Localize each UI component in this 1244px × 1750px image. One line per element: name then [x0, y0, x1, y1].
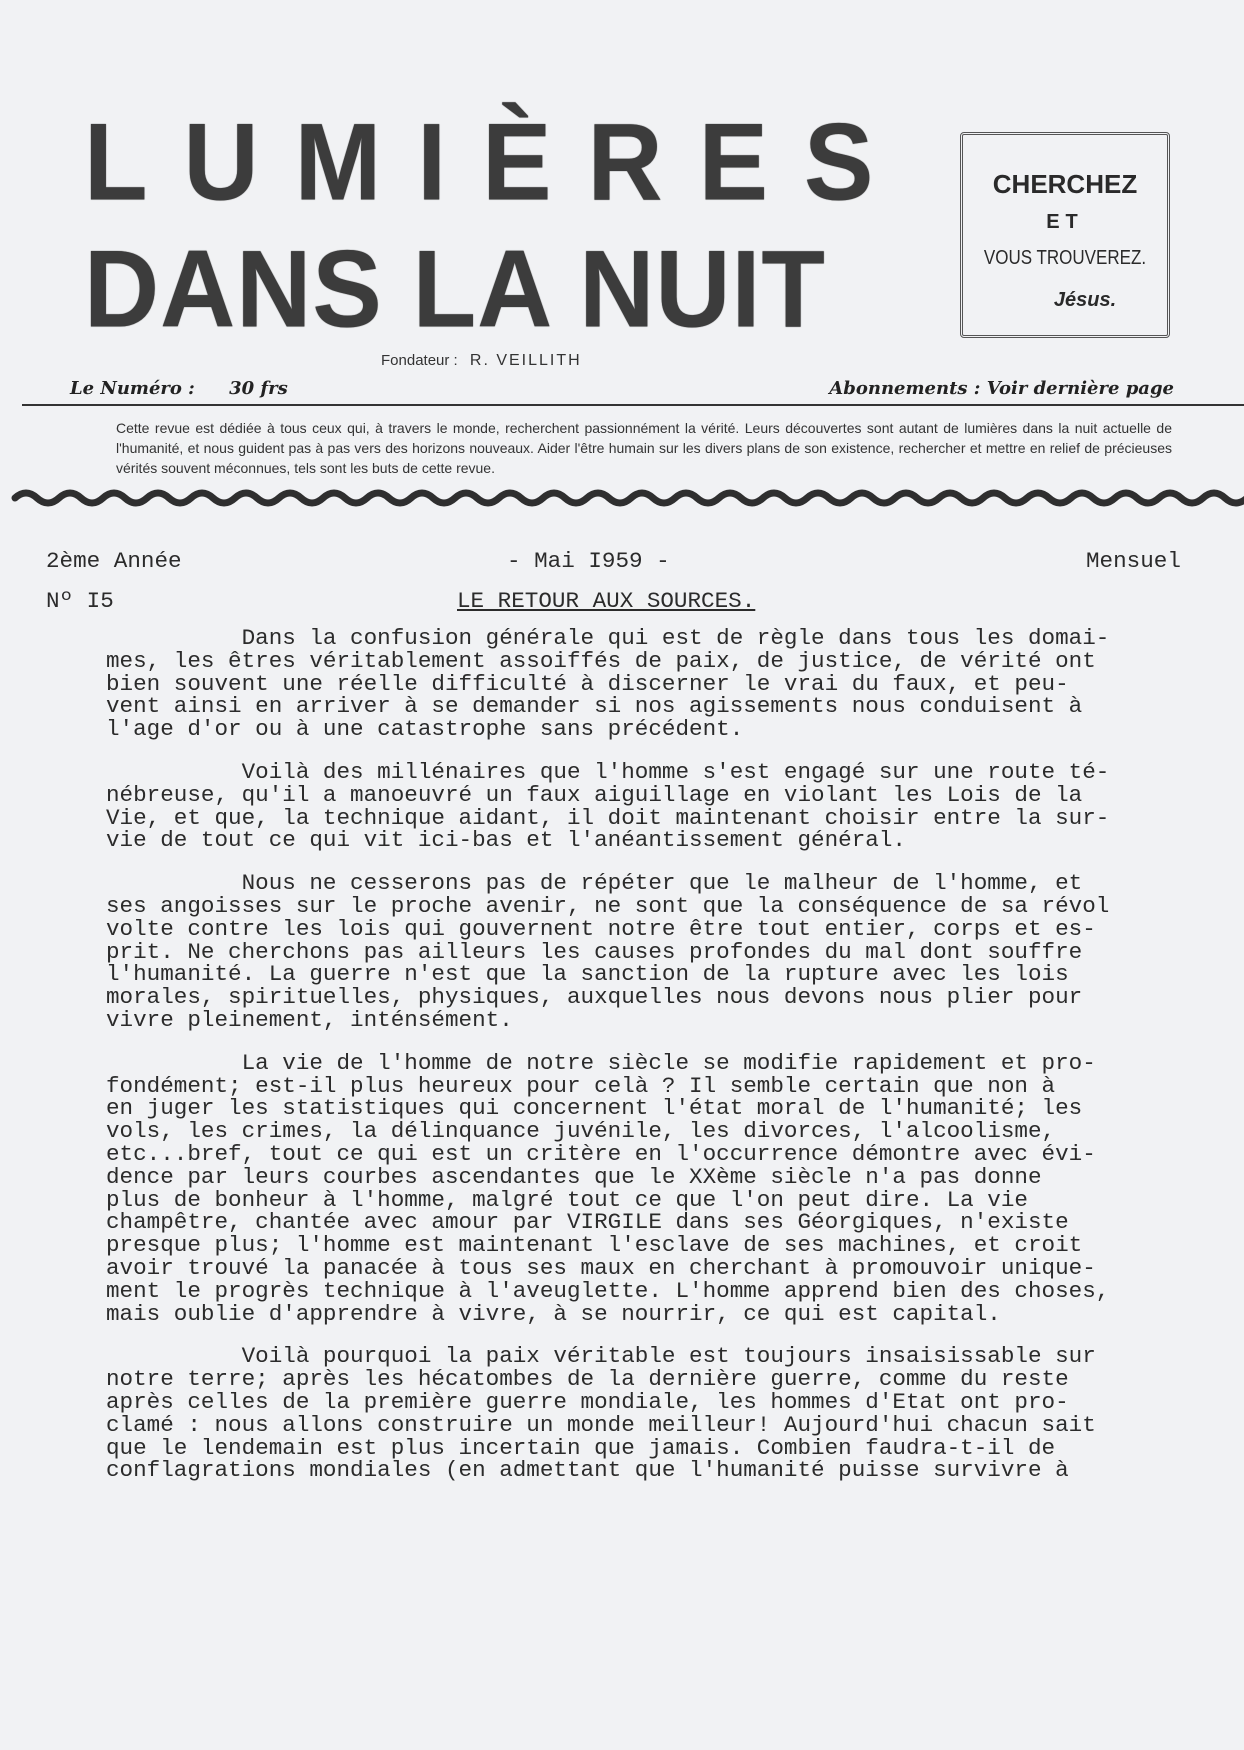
quote-line-1: CHERCHEZ — [992, 169, 1138, 199]
article-paragraph — [106, 1049, 1216, 1327]
article-line: fondément; est-il plus heureux pour celà ? Il semble certain que non à — [106, 1072, 1056, 1099]
article-line: Voilà pourquoi la paix véritable est toujours insaisissable sur — [106, 1343, 1096, 1370]
article-line: ses angoisses sur le proche avenir, ne sont que la conséquence de sa révol — [106, 892, 1110, 919]
article-line: etc...bref, tout ce qui est un critère en l'occurrence démontre avec évi- — [106, 1140, 1096, 1167]
issue-frequency: Mensuel — [1086, 548, 1181, 574]
article-line: vent ainsi en arriver à se demander si nos agissements nous conduisent à — [106, 693, 1083, 720]
article-line: avoir trouvé la panacée à tous ses maux en cherchant à promouvoir unique- — [106, 1254, 1096, 1281]
article-line: morales, spirituelles, physiques, auxquelles nous devons nous plier pour — [106, 984, 1083, 1011]
article-line: bien souvent une réelle difficulté à discerner le vrai du faux, et peu- — [106, 670, 1069, 697]
article-line: conflagrations mondiales (en admettant que l'humanité puisse survivre à — [106, 1457, 1069, 1484]
article-line: Dans la confusion générale qui est de règle dans tous les domai- — [106, 625, 1110, 651]
article-line: Voilà des millénaires que l'homme s'est engagé sur une route té- — [106, 758, 1110, 785]
article-line: vie de tout ce qui vit ici-bas et l'anéantissement général. — [106, 827, 906, 854]
founder-credit — [381, 352, 582, 370]
article-line: vivre pleinement, inténsément. — [106, 1006, 513, 1033]
wavy-divider — [10, 485, 1244, 511]
issue-year: 2ème Année — [46, 548, 182, 574]
quote-author: Jésus. — [1053, 289, 1117, 311]
issue-date: - Mai I959 - — [507, 548, 670, 574]
article-line: notre terre; après les hécatombes de la dernière guerre, comme du reste — [106, 1366, 1069, 1393]
article-line: mais oublie d'apprendre à vivre, à se nourrir, ce qui est capital. — [106, 1300, 1001, 1327]
article-line: volte contre les lois qui gouvernent notre être tout entier, corps et es- — [106, 915, 1096, 942]
article-line: champêtre, chantée avec amour par VIRGILE dans ses Géorgiques, n'existe — [106, 1209, 1069, 1236]
article-title: LE RETOUR AUX SOURCES. — [457, 588, 756, 614]
masthead-title-line-1: LUMIÈRES — [84, 102, 910, 224]
founder-name: R. VEILLITH — [469, 352, 582, 369]
subscriptions-note: Abonnements : Voir dernière page — [829, 378, 1174, 399]
article-line: l'humanité. La guerre n'est que la sanction de la rupture avec les lois — [106, 961, 1069, 988]
masthead-title-line-2: DANS LA NUIT — [84, 229, 826, 351]
article-line: prit. Ne cherchons pas ailleurs les causes profondes du mal dont souffre — [106, 938, 1083, 965]
article-line: clamé : nous allons construire un monde meilleur! Aujourd'hui chacun sait — [106, 1411, 1096, 1438]
article-line: presque plus; l'homme est maintenant l'esclave de ses machines, et croit — [106, 1232, 1083, 1259]
article-line: La vie de l'homme de notre siècle se modifie rapidement et pro- — [106, 1049, 1096, 1076]
article-line: Vie, et que, la technique aidant, il doit maintenant choisir entre la sur- — [106, 804, 1110, 831]
article-body — [106, 627, 1216, 1502]
intro-paragraph: Cette revue est dédiée à tous ceux qui, à travers le monde, recherchent passionnément la vérité. Leurs découvertes sont autant de lumières dans la nuit actuelle de l'humanité, et nous guident pas à pas vers des horizons nouveaux. Aider l'être humain sur les divers plans de son existence, rechercher et mettre en relief de précieuses vérités souvent méconnues, tels sont les buts de cette revue. — [116, 420, 1172, 476]
article-paragraph — [106, 1345, 1216, 1482]
issue-number: Nº I5 — [46, 588, 114, 614]
header-rule — [22, 404, 1244, 406]
article-paragraph — [106, 872, 1216, 1032]
article-line: plus de bonheur à l'homme, malgré tout ce que l'on peut dire. La vie — [106, 1186, 1028, 1213]
founder-label: Fondateur : — [381, 352, 458, 369]
quote-line-3: VOUS TROUVEREZ. — [983, 247, 1147, 269]
article-line: que le lendemain est plus incertain que jamais. Combien faudra-t-il de — [106, 1434, 1056, 1461]
issue-price — [70, 378, 288, 399]
quote-line-2: ET — [1046, 211, 1084, 233]
article-line: nébreuse, qu'il a manoeuvré un faux aiguillage en violant les Lois de la — [106, 781, 1083, 808]
article-paragraph — [106, 758, 1216, 854]
article-line: dence par leurs courbes ascendantes que le XXème siècle n'a pas donne — [106, 1163, 1042, 1190]
price-label: Le Numéro : — [70, 378, 195, 399]
article-line: en juger les statistiques qui concernent l'état moral de l'humanité; les — [106, 1095, 1083, 1122]
article-line: vols, les crimes, la délinquance juvénile, les divorces, l'alcoolisme, — [106, 1118, 1056, 1145]
price-value: 30 frs — [229, 378, 288, 399]
article-line: après celles de la première guerre mondiale, les hommes d'Etat ont pro- — [106, 1388, 1069, 1415]
article-line: l'age d'or ou à une catastrophe sans précédent. — [106, 716, 744, 743]
article-line: Nous ne cesserons pas de répéter que le malheur de l'homme, et — [106, 870, 1083, 897]
quote-box — [960, 132, 1170, 338]
article-paragraph — [106, 627, 1216, 741]
article-line: mes, les êtres véritablement assoiffés de paix, de justice, de vérité ont — [106, 647, 1096, 674]
article-line: ment le progrès technique à l'aveuglette. L'homme apprend bien des choses, — [106, 1277, 1110, 1304]
